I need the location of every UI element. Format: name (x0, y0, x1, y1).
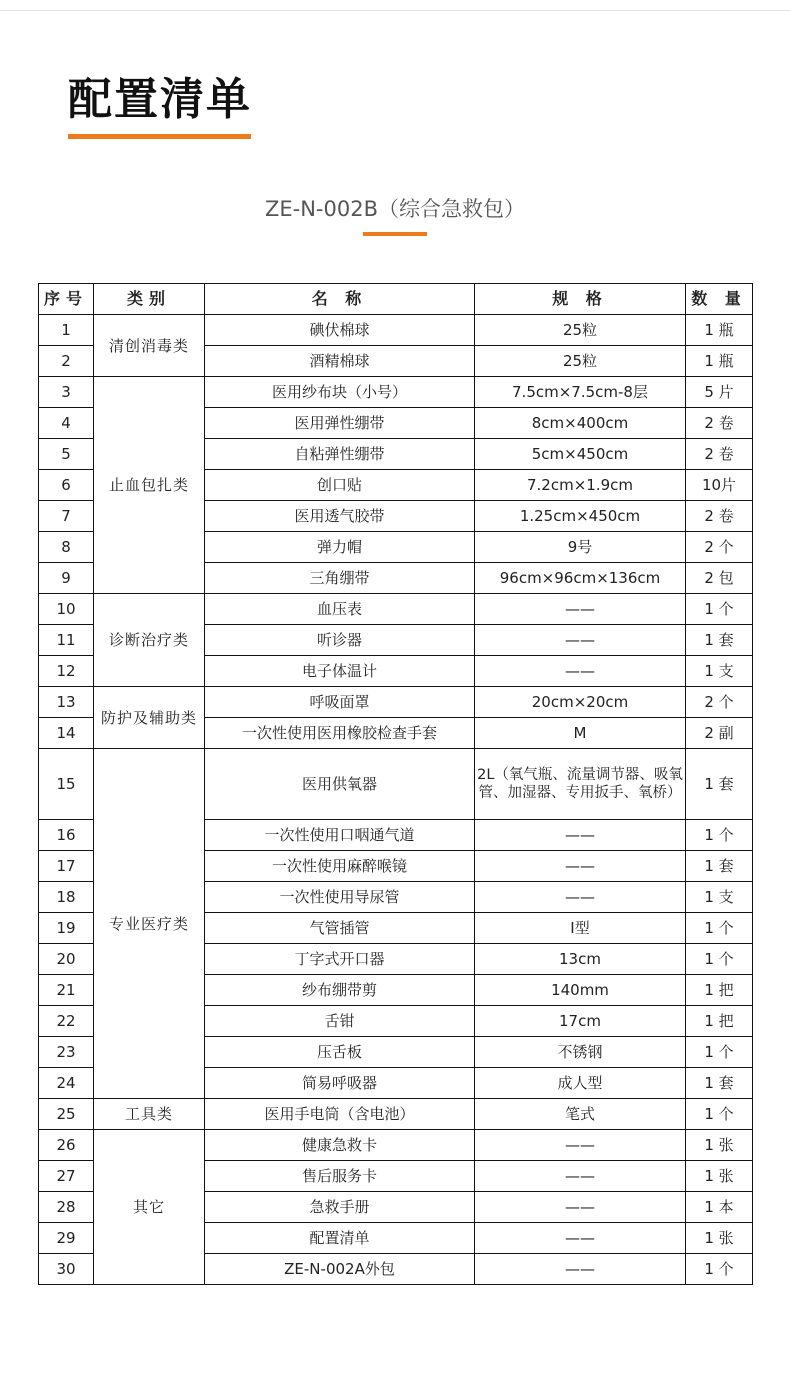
item-name: 创口贴 (205, 470, 475, 501)
item-name: 舌钳 (205, 1006, 475, 1037)
row-number: 2 (39, 346, 94, 377)
row-number: 14 (39, 718, 94, 749)
item-spec: —— (475, 625, 686, 656)
title-underline (68, 134, 251, 139)
item-quantity: 1 个 (686, 1099, 753, 1130)
row-number: 10 (39, 594, 94, 625)
item-quantity: 2 卷 (686, 501, 753, 532)
item-name: 压舌板 (205, 1037, 475, 1068)
item-quantity: 2 卷 (686, 408, 753, 439)
item-spec: I型 (475, 913, 686, 944)
item-spec: 9号 (475, 532, 686, 563)
item-spec: M (475, 718, 686, 749)
item-quantity: 5 片 (686, 377, 753, 408)
row-number: 17 (39, 851, 94, 882)
item-name: 血压表 (205, 594, 475, 625)
row-number: 23 (39, 1037, 94, 1068)
category-cell: 其它 (94, 1130, 205, 1285)
category-cell: 诊断治疗类 (94, 594, 205, 687)
category-cell: 专业医疗类 (94, 749, 205, 1099)
category-cell: 止血包扎类 (94, 377, 205, 594)
item-spec: —— (475, 1254, 686, 1285)
row-number: 30 (39, 1254, 94, 1285)
item-spec: 25粒 (475, 315, 686, 346)
item-spec: —— (475, 1130, 686, 1161)
page-title: 配置清单 (68, 74, 252, 125)
item-spec: —— (475, 851, 686, 882)
item-quantity: 1 瓶 (686, 315, 753, 346)
item-name: 碘伏棉球 (205, 315, 475, 346)
item-spec: 1.25cm×450cm (475, 501, 686, 532)
table-body (39, 315, 753, 1285)
item-spec: 25粒 (475, 346, 686, 377)
item-spec: 5cm×450cm (475, 439, 686, 470)
item-spec: 7.2cm×1.9cm (475, 470, 686, 501)
item-name: 酒精棉球 (205, 346, 475, 377)
row-number: 21 (39, 975, 94, 1006)
item-name: 医用弹性绷带 (205, 408, 475, 439)
row-number: 11 (39, 625, 94, 656)
row-number: 5 (39, 439, 94, 470)
item-name: 自粘弹性绷带 (205, 439, 475, 470)
table-row (39, 1099, 753, 1130)
item-quantity: 2 个 (686, 687, 753, 718)
item-name: 听诊器 (205, 625, 475, 656)
row-number: 8 (39, 532, 94, 563)
item-name: 一次性使用口咽通气道 (205, 820, 475, 851)
item-name: 一次性使用导尿管 (205, 882, 475, 913)
row-number: 12 (39, 656, 94, 687)
item-spec: 20cm×20cm (475, 687, 686, 718)
header-number: 序号 (39, 284, 94, 315)
item-quantity: 1 支 (686, 656, 753, 687)
item-name: 弹力帽 (205, 532, 475, 563)
row-number: 1 (39, 315, 94, 346)
item-spec: 笔式 (475, 1099, 686, 1130)
item-spec: —— (475, 656, 686, 687)
product-subtitle: ZE-N-002B（综合急救包） (264, 197, 525, 221)
item-quantity: 1 套 (686, 851, 753, 882)
table-header-row (39, 284, 753, 315)
item-quantity: 2 卷 (686, 439, 753, 470)
row-number: 28 (39, 1192, 94, 1223)
row-number: 6 (39, 470, 94, 501)
top-divider (0, 10, 790, 11)
item-name: 电子体温计 (205, 656, 475, 687)
item-spec: —— (475, 882, 686, 913)
item-quantity: 1 把 (686, 975, 753, 1006)
item-name: 健康急救卡 (205, 1130, 475, 1161)
item-spec: 不锈钢 (475, 1037, 686, 1068)
item-quantity: 2 包 (686, 563, 753, 594)
item-quantity: 1 个 (686, 944, 753, 975)
item-quantity: 1 套 (686, 625, 753, 656)
item-spec: 7.5cm×7.5cm-8层 (475, 377, 686, 408)
item-spec: —— (475, 820, 686, 851)
item-spec: —— (475, 1161, 686, 1192)
item-quantity: 2 个 (686, 532, 753, 563)
header-spec: 规 格 (475, 284, 686, 315)
item-name: 简易呼吸器 (205, 1068, 475, 1099)
table-row (39, 377, 753, 408)
row-number: 9 (39, 563, 94, 594)
item-name: 医用纱布块（小号） (205, 377, 475, 408)
item-quantity: 1 个 (686, 1254, 753, 1285)
row-number: 13 (39, 687, 94, 718)
row-number: 24 (39, 1068, 94, 1099)
item-quantity: 10片 (686, 470, 753, 501)
item-spec: 17cm (475, 1006, 686, 1037)
item-quantity: 1 张 (686, 1130, 753, 1161)
row-number: 20 (39, 944, 94, 975)
item-name: 医用供氧器 (205, 749, 475, 820)
item-name: 一次性使用麻醉喉镜 (205, 851, 475, 882)
item-quantity: 1 套 (686, 749, 753, 820)
item-name: 一次性使用医用橡胶检查手套 (205, 718, 475, 749)
header-quantity: 数 量 (686, 284, 753, 315)
row-number: 22 (39, 1006, 94, 1037)
header-name: 名 称 (205, 284, 475, 315)
row-number: 29 (39, 1223, 94, 1254)
row-number: 27 (39, 1161, 94, 1192)
item-quantity: 1 个 (686, 1037, 753, 1068)
item-name: 呼吸面罩 (205, 687, 475, 718)
item-name: 急救手册 (205, 1192, 475, 1223)
table-row (39, 1130, 753, 1161)
subtitle-underline (363, 232, 427, 236)
item-quantity: 1 个 (686, 820, 753, 851)
item-spec: 8cm×400cm (475, 408, 686, 439)
item-name: 纱布绷带剪 (205, 975, 475, 1006)
row-number: 18 (39, 882, 94, 913)
table-row (39, 749, 753, 820)
row-number: 15 (39, 749, 94, 820)
item-quantity: 1 支 (686, 882, 753, 913)
item-quantity: 1 张 (686, 1161, 753, 1192)
item-quantity: 1 个 (686, 913, 753, 944)
table-row (39, 594, 753, 625)
item-name: 丁字式开口器 (205, 944, 475, 975)
item-name: 三角绷带 (205, 563, 475, 594)
item-quantity: 1 本 (686, 1192, 753, 1223)
item-spec: 140mm (475, 975, 686, 1006)
item-quantity: 1 张 (686, 1223, 753, 1254)
item-spec: —— (475, 594, 686, 625)
row-number: 4 (39, 408, 94, 439)
item-quantity: 1 套 (686, 1068, 753, 1099)
row-number: 19 (39, 913, 94, 944)
row-number: 3 (39, 377, 94, 408)
item-spec: —— (475, 1192, 686, 1223)
item-spec: 13cm (475, 944, 686, 975)
item-spec: 2L（氧气瓶、流量调节器、吸氧管、加湿器、专用扳手、氧桥） (475, 749, 686, 820)
item-spec: —— (475, 1223, 686, 1254)
table-row (39, 315, 753, 346)
item-spec: 成人型 (475, 1068, 686, 1099)
item-name: 医用透气胶带 (205, 501, 475, 532)
item-name: ZE-N-002A外包 (205, 1254, 475, 1285)
row-number: 7 (39, 501, 94, 532)
item-name: 医用手电筒（含电池） (205, 1099, 475, 1130)
configuration-table (38, 283, 753, 1285)
category-cell: 清创消毒类 (94, 315, 205, 377)
table-row (39, 687, 753, 718)
item-quantity: 2 副 (686, 718, 753, 749)
row-number: 16 (39, 820, 94, 851)
category-cell: 防护及辅助类 (94, 687, 205, 749)
header-category: 类别 (94, 284, 205, 315)
row-number: 25 (39, 1099, 94, 1130)
item-spec: 96cm×96cm×136cm (475, 563, 686, 594)
item-name: 气管插管 (205, 913, 475, 944)
item-name: 售后服务卡 (205, 1161, 475, 1192)
item-quantity: 1 把 (686, 1006, 753, 1037)
item-quantity: 1 个 (686, 594, 753, 625)
item-quantity: 1 瓶 (686, 346, 753, 377)
row-number: 26 (39, 1130, 94, 1161)
category-cell: 工具类 (94, 1099, 205, 1130)
item-name: 配置清单 (205, 1223, 475, 1254)
